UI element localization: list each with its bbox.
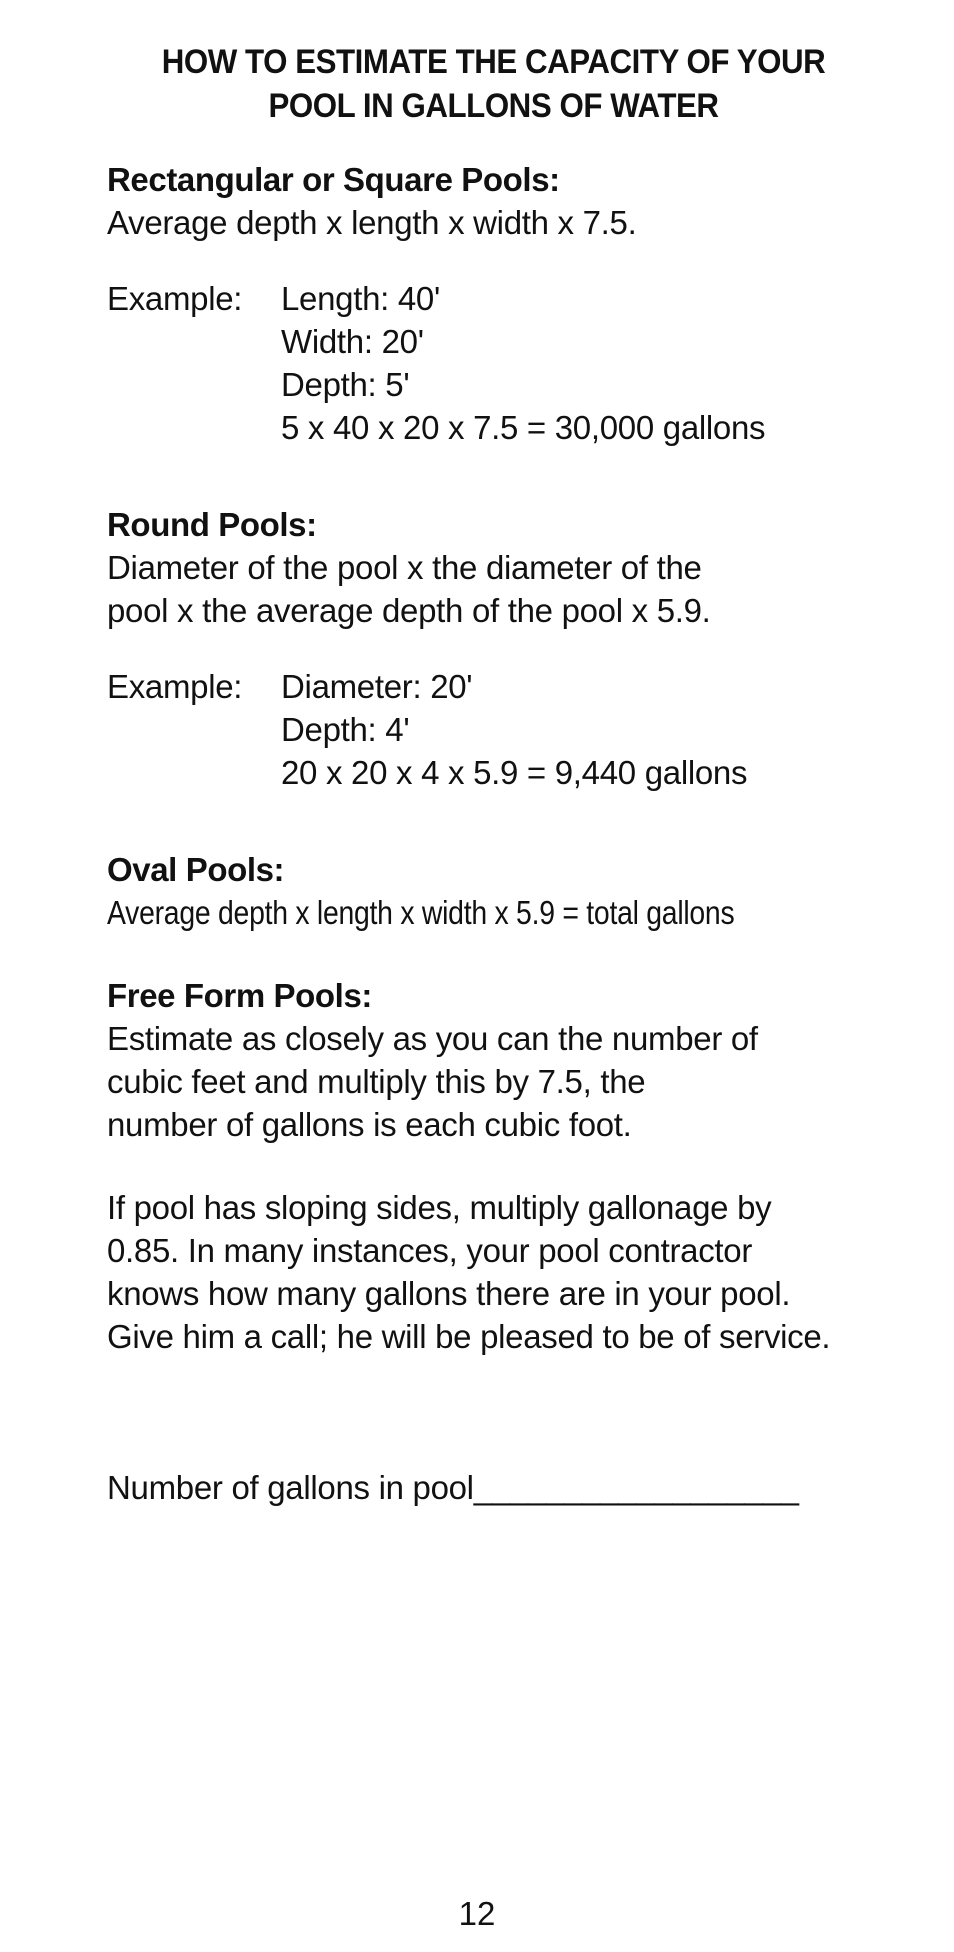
sloping-section: [107, 1186, 880, 1358]
rectangular-heading: Rectangular or Square Pools:: [107, 161, 560, 198]
oval-formula: Average depth x length x width x 5.9 = total gallons: [107, 894, 735, 931]
example-label: Example:: [107, 668, 243, 705]
rectangular-section: [107, 158, 880, 449]
page-title: [138, 40, 849, 128]
freeform-line-3: number of gallons is each cubic foot.: [107, 1106, 632, 1143]
freeform-heading: Free Form Pools:: [107, 977, 372, 1014]
rectangular-example: [107, 277, 880, 449]
example-depth: Depth: 4': [281, 711, 410, 748]
example-label: Example:: [107, 280, 243, 317]
round-formula-line-2: pool x the average depth of the pool x 5.9.: [107, 592, 711, 629]
oval-formula-row: [107, 891, 880, 934]
sloping-line-2: 0.85. In many instances, your pool contractor: [107, 1232, 753, 1269]
page-content: [107, 40, 880, 1509]
example-lines: [281, 665, 747, 794]
example-calculation: 20 x 20 x 4 x 5.9 = 9,440 gallons: [281, 754, 748, 791]
round-formula-line-1: Diameter of the pool x the diameter of the: [107, 549, 702, 586]
round-heading: Round Pools:: [107, 506, 317, 543]
oval-heading: Oval Pools:: [107, 851, 285, 888]
page-number: 12: [458, 1895, 496, 1932]
example-diameter: Diameter: 20': [281, 668, 473, 705]
gallons-in-pool-field: Number of gallons in pool__________________: [107, 1469, 799, 1506]
sloping-line-4: Give him a call; he will be pleased to be of service.: [107, 1318, 831, 1355]
round-section: [107, 503, 880, 794]
example-depth: Depth: 5': [281, 366, 410, 403]
oval-section: [107, 848, 880, 934]
example-calculation: 5 x 40 x 20 x 7.5 = 30,000 gallons: [281, 409, 766, 446]
title-line-1: HOW TO ESTIMATE THE CAPACITY OF YOUR: [161, 43, 826, 81]
example-width: Width: 20': [281, 323, 424, 360]
example-lines: [281, 277, 765, 449]
sloping-line-1: If pool has sloping sides, multiply gallonage by: [107, 1189, 772, 1226]
round-example: [107, 665, 880, 794]
freeform-line-2: cubic feet and multiply this by 7.5, the: [107, 1063, 646, 1100]
example-length: Length: 40': [281, 280, 440, 317]
freeform-line-1: Estimate as closely as you can the number of: [107, 1020, 758, 1057]
freeform-section: [107, 974, 880, 1146]
sloping-line-3: knows how many gallons there are in your pool.: [107, 1275, 791, 1312]
title-line-2: POOL IN GALLONS OF WATER: [268, 87, 719, 125]
rectangular-formula: Average depth x length x width x 7.5.: [107, 204, 637, 241]
